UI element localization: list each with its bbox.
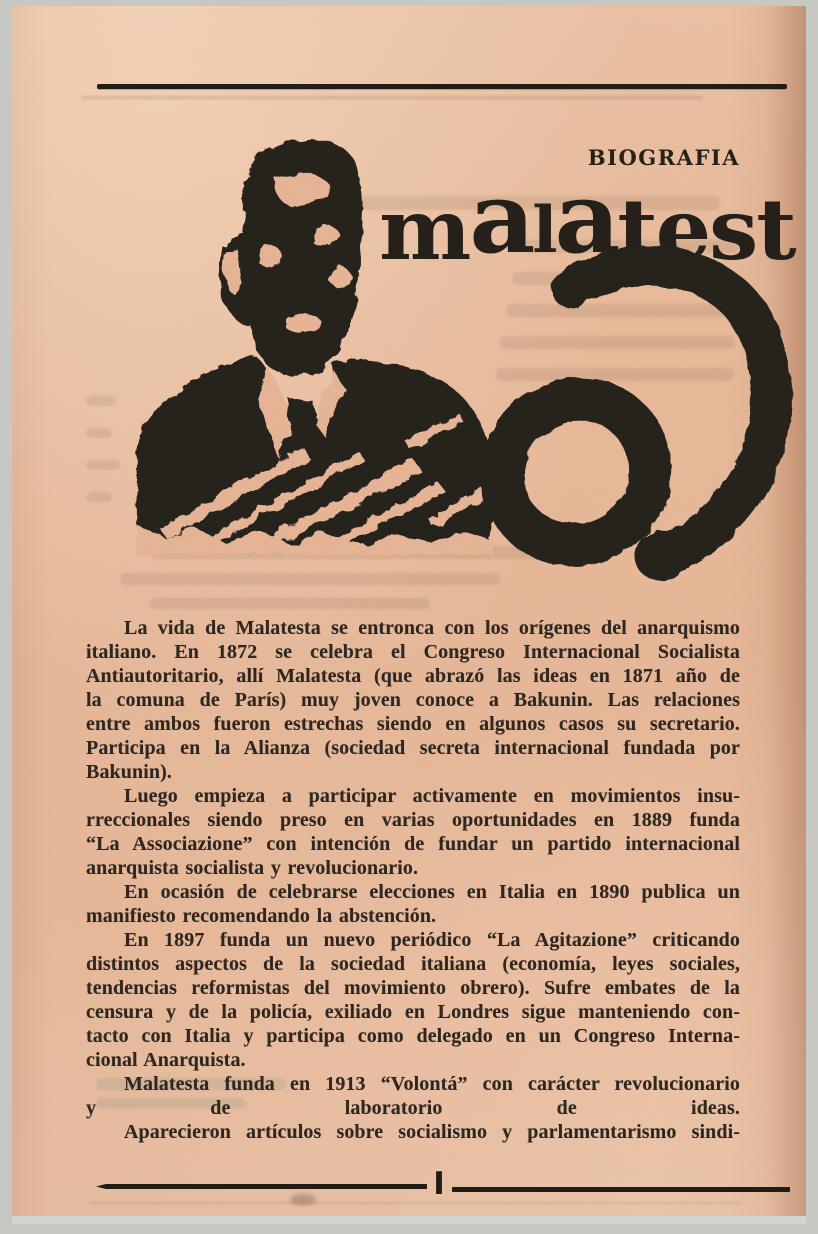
text-line: cional Anarquista. [86, 1049, 246, 1071]
text-line: manifiesto recomendando la abstención. [86, 905, 437, 927]
text-line: La vida de Malatesta se entronca con los orígenes del anarquismo [124, 617, 740, 639]
ink-smudge [290, 1194, 316, 1205]
text-line: rreccionales siendo preso en varias oportunidades en 1889 funda [86, 809, 740, 831]
top-rule-echo [82, 96, 702, 99]
bleedthrough-mark [150, 598, 430, 609]
text-line: “La Associazione” con intención de fundar un partido internacional [86, 833, 740, 855]
masthead-letter: a [554, 161, 618, 276]
text-line: anarquista socialista y revolucionario. [86, 857, 419, 879]
text-line: la comuna de París) muy joven conoce a Bakunin. Las relaciones [86, 689, 740, 711]
text-line: Antiautoritario, allí Malatesta (que abrazó las ideas en 1871 año de [86, 665, 740, 687]
text-line: Luego empieza a participar activamente en movimientos insu- [124, 785, 740, 807]
masthead-letter: m [379, 180, 470, 279]
text-line: Aparecieron artículos sobre socialismo y parlamentarismo sindi- [124, 1121, 740, 1143]
text-line: Malatesta funda en 1913 “Volontá” con carácter revolucionario [124, 1073, 740, 1095]
big-a-glyph [430, 230, 806, 610]
text-line: En ocasión de celebrarse elecciones en Italia en 1890 publica un [124, 881, 740, 903]
footer-rule-echo [90, 1202, 740, 1204]
text-line: Participa en la Alianza (sociedad secreta internacional fundada por [86, 737, 740, 759]
text-line: censura y de la policía, exiliado en Londres sigue manteniendo con- [86, 1001, 740, 1023]
text-line: tacto con Italia y participa como delegado en un Congreso Interna- [86, 1025, 740, 1047]
text-line: entre ambos fueron estrechas siendo en algunos casos su secretario. [86, 713, 740, 735]
text-line: distintos aspectos de la sociedad italiana (economía, leyes sociales, [86, 953, 740, 975]
big-a-tail [635, 531, 685, 581]
footer-rule-left [96, 1184, 427, 1189]
scanned-page [12, 6, 806, 1224]
text-line: y de laboratorio de ideas. [86, 1097, 740, 1119]
masthead-letters: test [617, 180, 795, 279]
masthead-letter: l [532, 193, 555, 268]
body-text [86, 616, 740, 1144]
text-line: tendencias reformistas del movimiento obrero). Sufre embates de la [86, 977, 740, 999]
masthead-letter: a [469, 161, 533, 276]
page-bottom-edge [12, 1216, 806, 1224]
text-line: italiano. En 1872 se celebra el Congreso Internacional Socialista [86, 641, 740, 663]
top-rule [97, 84, 787, 89]
footer-rule-right [452, 1187, 790, 1192]
text-line: Bakunin). [86, 761, 172, 783]
section-label: BIOGRAFIA [587, 145, 740, 170]
page-marker: I [433, 1166, 445, 1202]
text-line: En 1897 funda un nuevo periódico “La Agitazione” criticando [124, 929, 740, 951]
